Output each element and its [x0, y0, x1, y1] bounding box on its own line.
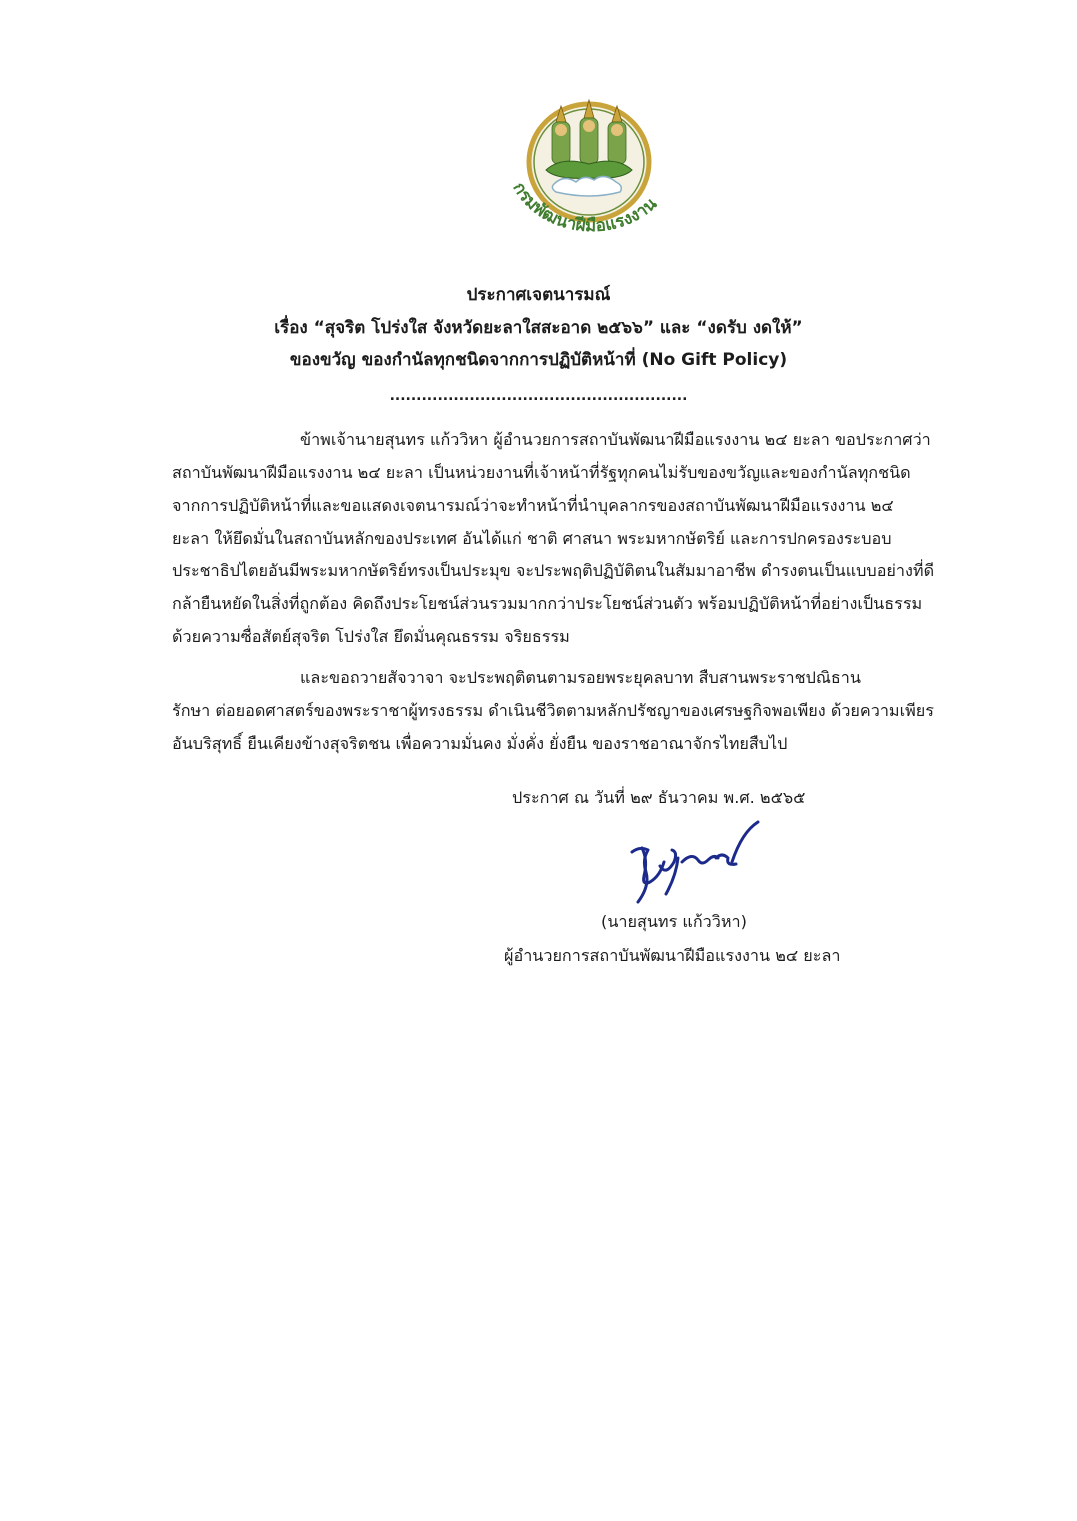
paragraph1-line: จากการปฏิบัติหน้าที่และขอแสดงเจตนารมณ์ว่าจะทำหน้าที่นำบุคลากรของสถาบันพัฒนาฝีมือแรงงาน ๒๔ [172, 496, 894, 515]
paragraph1-line: ด้วยความซื่อสัตย์สุจริต โปร่งใส ยึดมั่นคุณธรรม จริยธรรม [172, 627, 570, 646]
signer-name: (นายสุนทร แก้ววิหา) [601, 912, 747, 931]
announcement-date: ประกาศ ณ วันที่ ๒๙ ธันวาคม พ.ศ. ๒๕๖๕ [512, 788, 806, 807]
department-seal-icon [494, 92, 684, 250]
paragraph2-line: รักษา ต่อยอดศาสตร์ของพระราชาผู้ทรงธรรม ดำเนินชีวิตตามหลักปรัชญาของเศรษฐกิจพอเพียง ด้วยความเพียร [172, 701, 934, 720]
title-separator: ........................................................ [389, 388, 688, 404]
handwritten-signature [612, 818, 772, 908]
document-title: ประกาศเจตนารมณ์ [466, 285, 611, 305]
document-subject-continued: ของขวัญ ของกำนัลทุกชนิดจากการปฏิบัติหน้าที่ (No Gift Policy) [289, 350, 788, 370]
paragraph2-line: และขอถวายสัจวาจา จะประพฤติตนตามรอยพระยุคลบาท สืบสานพระราชปณิธาน [300, 668, 861, 687]
seal-text: กรมพัฒนาฝีมือแรงงาน [508, 178, 661, 237]
paragraph1-line: สถาบันพัฒนาฝีมือแรงงาน ๒๔ ยะลา เป็นหน่วยงานที่เจ้าหน้าที่รัฐทุกคนไม่รับของขวัญและของกำนัลทุกชนิด [172, 463, 911, 482]
paragraph2-line: อันบริสุทธิ์ ยืนเคียงข้างสุจริตชน เพื่อความมั่นคง มั่งคั่ง ยั่งยืน ของราชอาณาจักรไทยสืบไป [172, 734, 788, 753]
paragraph1-line: กล้ายืนหยัดในสิ่งที่ถูกต้อง คิดถึงประโยชน์ส่วนรวมมากกว่าประโยชน์ส่วนตัว พร้อมปฏิบัติหน้าที่อย่างเป็นธรรม [172, 594, 923, 613]
paragraph1-line: ยะลา ให้ยึดมั่นในสถาบันหลักของประเทศ อันได้แก่ ชาติ ศาสนา พระมหากษัตริย์ และการปกครองระบอบ [172, 529, 892, 548]
document-subject: เรื่อง “สุจริต โปร่งใส จังหวัดยะลาใสสะอาด ๒๕๖๖” และ “งดรับ งดให้” [274, 318, 803, 338]
signer-position: ผู้อำนวยการสถาบันพัฒนาฝีมือแรงงาน ๒๔ ยะลา [504, 946, 841, 965]
paragraph1-line: ประชาธิปไตยอันมีพระมหากษัตริย์ทรงเป็นประมุข จะประพฤติปฏิบัติตนในสัมมาอาชีพ ดำรงตนเป็นแบบอย่างที่ดี [172, 561, 935, 580]
paragraph1-line: ข้าพเจ้านายสุนทร แก้ววิหา ผู้อำนวยการสถาบันพัฒนาฝีมือแรงงาน ๒๔ ยะลา ขอประกาศว่า [300, 430, 931, 449]
